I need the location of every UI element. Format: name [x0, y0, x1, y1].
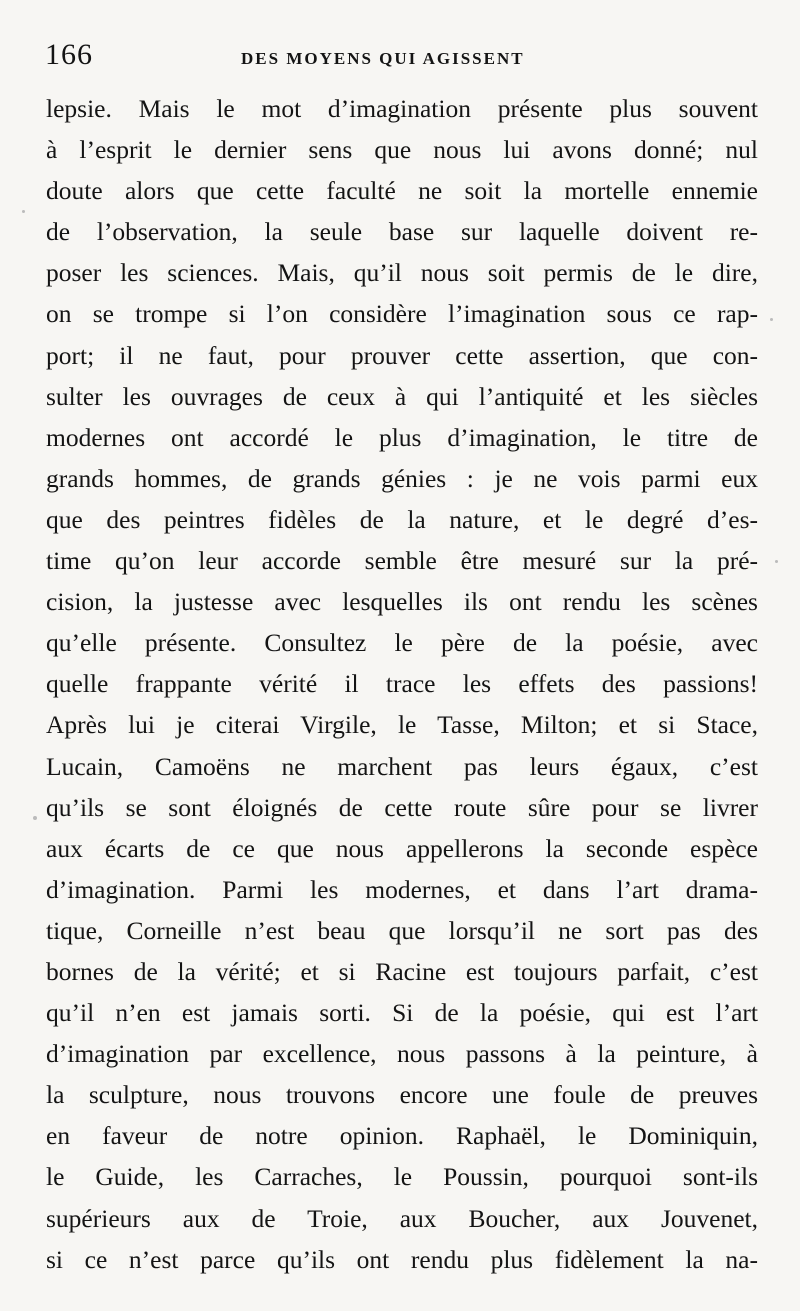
page-number: 166 [45, 38, 93, 71]
text-line: qu’ils se sont éloignés de cette route sûre pour se livrer [46, 792, 758, 822]
text-line: time qu’on leur accorde semble être mesuré sur la pré- [46, 546, 758, 576]
text-line: en faveur de notre opinion. Raphaël, le Dominiquin, [46, 1121, 758, 1151]
text-line: d’imagination. Parmi les modernes, et dans l’art drama- [46, 874, 758, 904]
text-line: d’imagination par excellence, nous passons à la peinture, à [46, 1039, 758, 1069]
print-speck [33, 816, 37, 820]
text-line: quelle frappante vérité il trace les effets des passions! [46, 669, 758, 699]
text-line: bornes de la vérité; et si Racine est toujours parfait, c’est [46, 956, 758, 986]
text-line: qu’elle présente. Consultez le père de la poésie, avec [46, 628, 758, 658]
running-head: DES MOYENS QUI AGISSENT [241, 49, 525, 68]
text-line: sulter les ouvrages de ceux à qui l’antiquité et les siècles [46, 381, 758, 411]
text-line: qu’il n’en est jamais sorti. Si de la poésie, qui est l’art [46, 998, 758, 1028]
print-speck [775, 560, 778, 563]
text-line: modernes ont accordé le plus d’imagination, le titre de [46, 422, 758, 452]
text-line: Après lui je citerai Virgile, le Tasse, Milton; et si Stace, [46, 710, 758, 740]
text-line: Lucain, Camoëns ne marchent pas leurs égaux, c’est [46, 751, 758, 781]
text-line: supérieurs aux de Troie, aux Boucher, aux Jouvenet, [46, 1203, 758, 1233]
text-line: cision, la justesse avec lesquelles ils ont rendu les scènes [46, 587, 758, 617]
text-line: doute alors que cette faculté ne soit la mortelle ennemie [46, 176, 758, 206]
body-text [46, 88, 758, 1280]
text-line: poser les sciences. Mais, qu’il nous soit permis de le dire, [46, 258, 758, 288]
print-speck [770, 318, 773, 321]
text-line: on se trompe si l’on considère l’imagination sous ce rap- [46, 299, 758, 329]
text-line: lepsie. Mais le mot d’imagination présente plus souvent [46, 94, 758, 123]
text-line: port; il ne faut, pour prouver cette assertion, que con- [46, 340, 758, 370]
text-line: tique, Corneille n’est beau que lorsqu’il ne sort pas des [46, 915, 758, 945]
text-line: la sculpture, nous trouvons encore une foule de preuves [46, 1080, 758, 1110]
text-line: aux écarts de ce que nous appellerons la seconde espèce [46, 833, 758, 863]
text-line: grands hommes, de grands génies : je ne vois parmi eux [46, 463, 758, 493]
text-line: à l’esprit le dernier sens que nous lui avons donné; nul [46, 135, 758, 165]
text-line: le Guide, les Carraches, le Poussin, pourquoi sont-ils [46, 1162, 758, 1192]
print-speck [22, 210, 25, 213]
text-line: de l’observation, la seule base sur laquelle doivent re- [46, 217, 758, 247]
page-header [45, 38, 755, 82]
text-line: que des peintres fidèles de la nature, et le degré d’es- [46, 504, 758, 534]
text-line: si ce n’est parce qu’ils ont rendu plus fidèlement la na- [46, 1244, 758, 1274]
